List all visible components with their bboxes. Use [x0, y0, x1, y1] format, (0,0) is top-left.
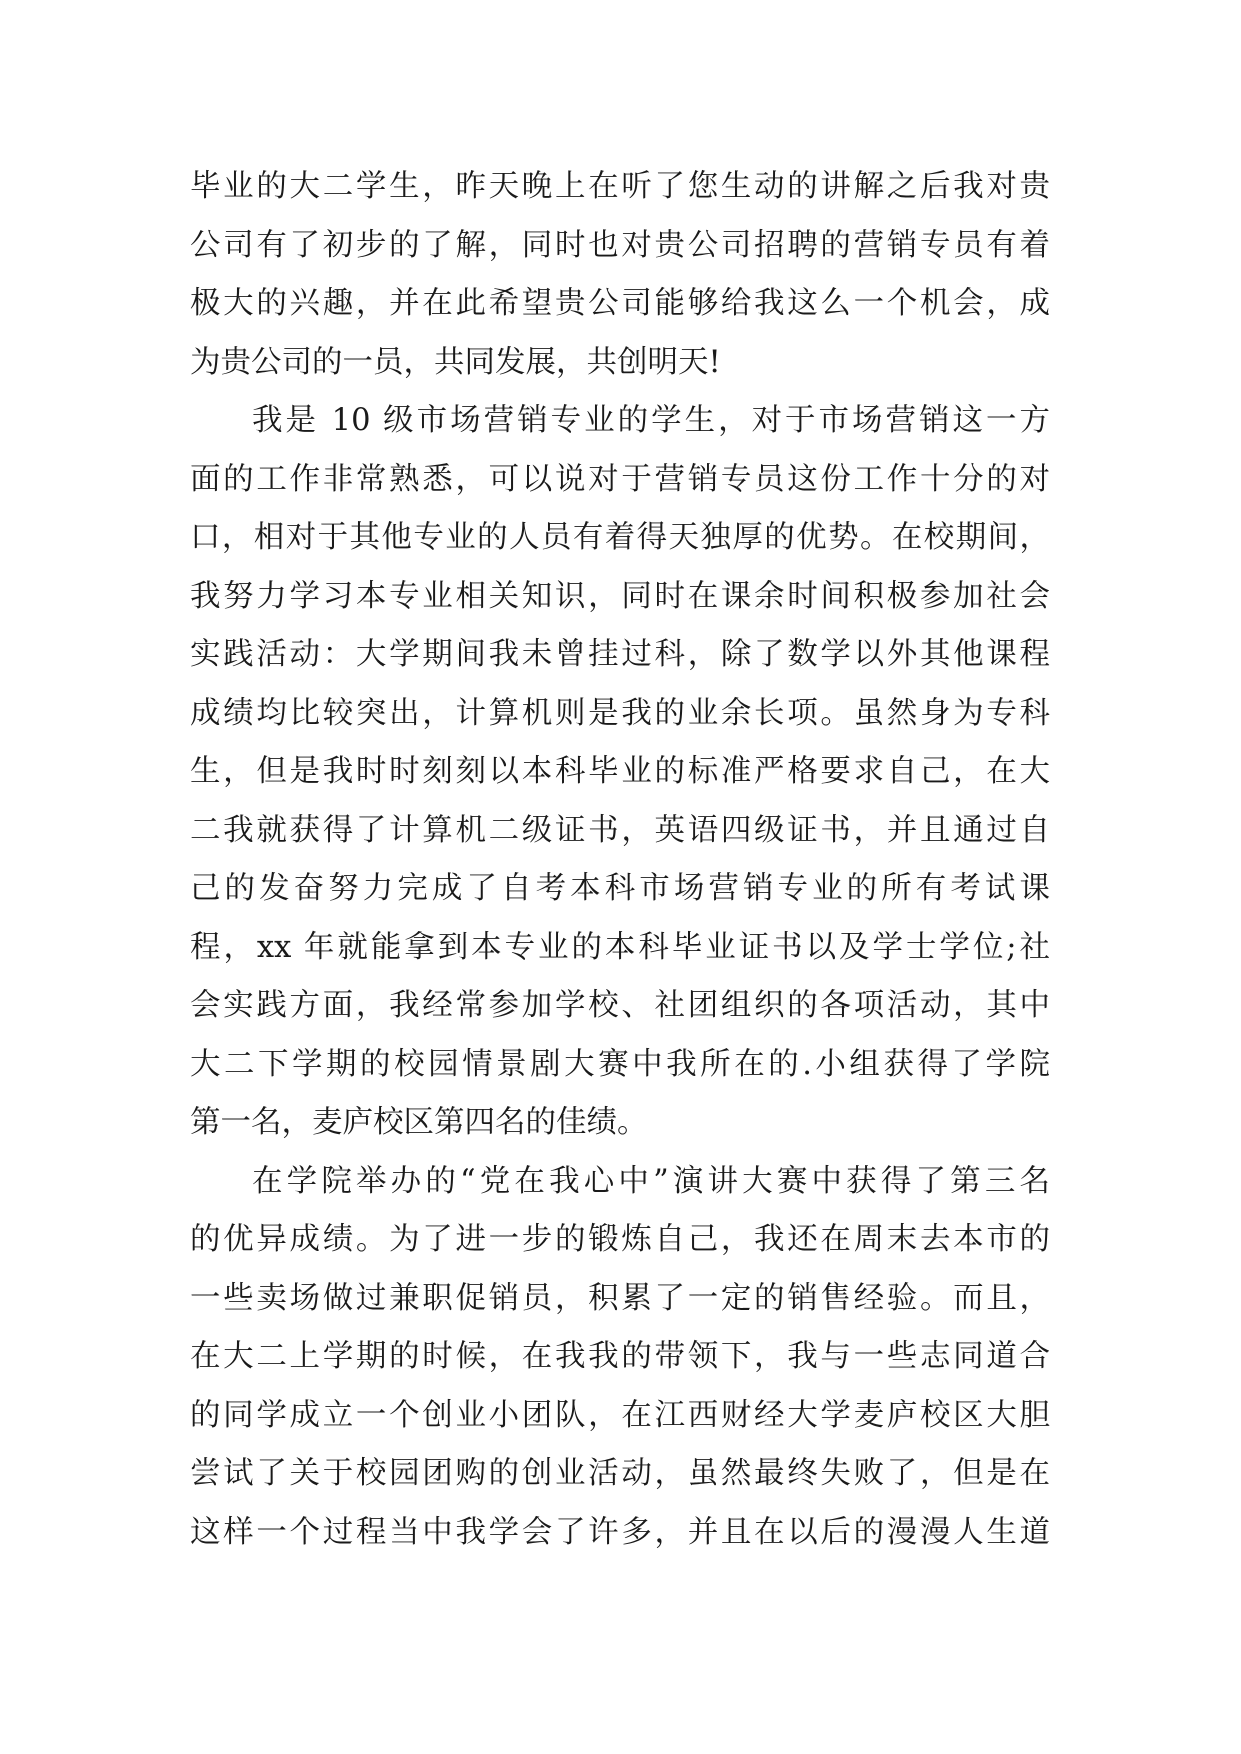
- text-line: 面的工作非常熟悉，可以说对于营销专员这份工作十分的对: [190, 461, 1050, 497]
- text-line: 为贵公司的一员，共同发展，共创明天!: [190, 344, 721, 380]
- text-line: 实践活动：大学期间我未曾挂过科，除了数学以外其他课程: [190, 637, 1050, 672]
- text-line: 我是 10 级市场营销专业的学生，对于市场营销这一方: [252, 403, 1050, 438]
- text-line: 程，xx 年就能拿到本专业的本科毕业证书以及学士学位;社: [190, 929, 1050, 965]
- text-line: 会实践方面，我经常参加学校、社团组织的各项活动，其中: [190, 988, 1050, 1023]
- text-line: 口，相对于其他专业的人员有着得天独厚的优势。在校期间，: [190, 520, 1050, 555]
- text-line: 尝试了关于校园团购的创业活动，虽然最终失败了，但是在: [190, 1456, 1050, 1491]
- text-line: 在大二上学期的时候，在我我的带领下，我与一些志同道合: [190, 1339, 1050, 1374]
- text-line: 己的发奋努力完成了自考本科市场营销专业的所有考试课: [190, 871, 1050, 906]
- text-line: 第一名，麦庐校区第四名的佳绩。: [190, 1105, 648, 1140]
- text-line: 的优异成绩。为了进一步的锻炼自己，我还在周末去本市的: [190, 1222, 1050, 1257]
- text-line: 极大的兴趣，并在此希望贵公司能够给我这么一个机会，成: [190, 286, 1050, 321]
- text-line: 的同学成立一个创业小团队，在江西财经大学麦庐校区大胆: [190, 1397, 1050, 1433]
- text-line: 我努力学习本专业相关知识，同时在课余时间积极参加社会: [190, 578, 1050, 614]
- text-line: 公司有了初步的了解，同时也对贵公司招聘的营销专员有着: [190, 227, 1050, 263]
- text-line: 毕业的大二学生，昨天晚上在听了您生动的讲解之后我对贵: [190, 169, 1050, 204]
- text-line: 成绩均比较突出，计算机则是我的业余长项。虽然身为专科: [190, 695, 1050, 731]
- text-line: 这样一个过程当中我学会了许多，并且在以后的漫漫人生道: [190, 1514, 1050, 1550]
- text-line: 一些卖场做过兼职促销员，积累了一定的销售经验。而且，: [190, 1280, 1050, 1316]
- text-line: 大二下学期的校园情景剧大赛中我所在的.小组获得了学院: [190, 1046, 1050, 1082]
- body-text: [190, 158, 1050, 1562]
- text-line: 在学院举办的“党在我心中”演讲大赛中获得了第三名: [252, 1163, 1050, 1199]
- text-line: 生，但是我时时刻刻以本科毕业的标准严格要求自己，在大: [190, 754, 1050, 789]
- text-line: 二我就获得了计算机二级证书，英语四级证书，并且通过自: [190, 812, 1050, 848]
